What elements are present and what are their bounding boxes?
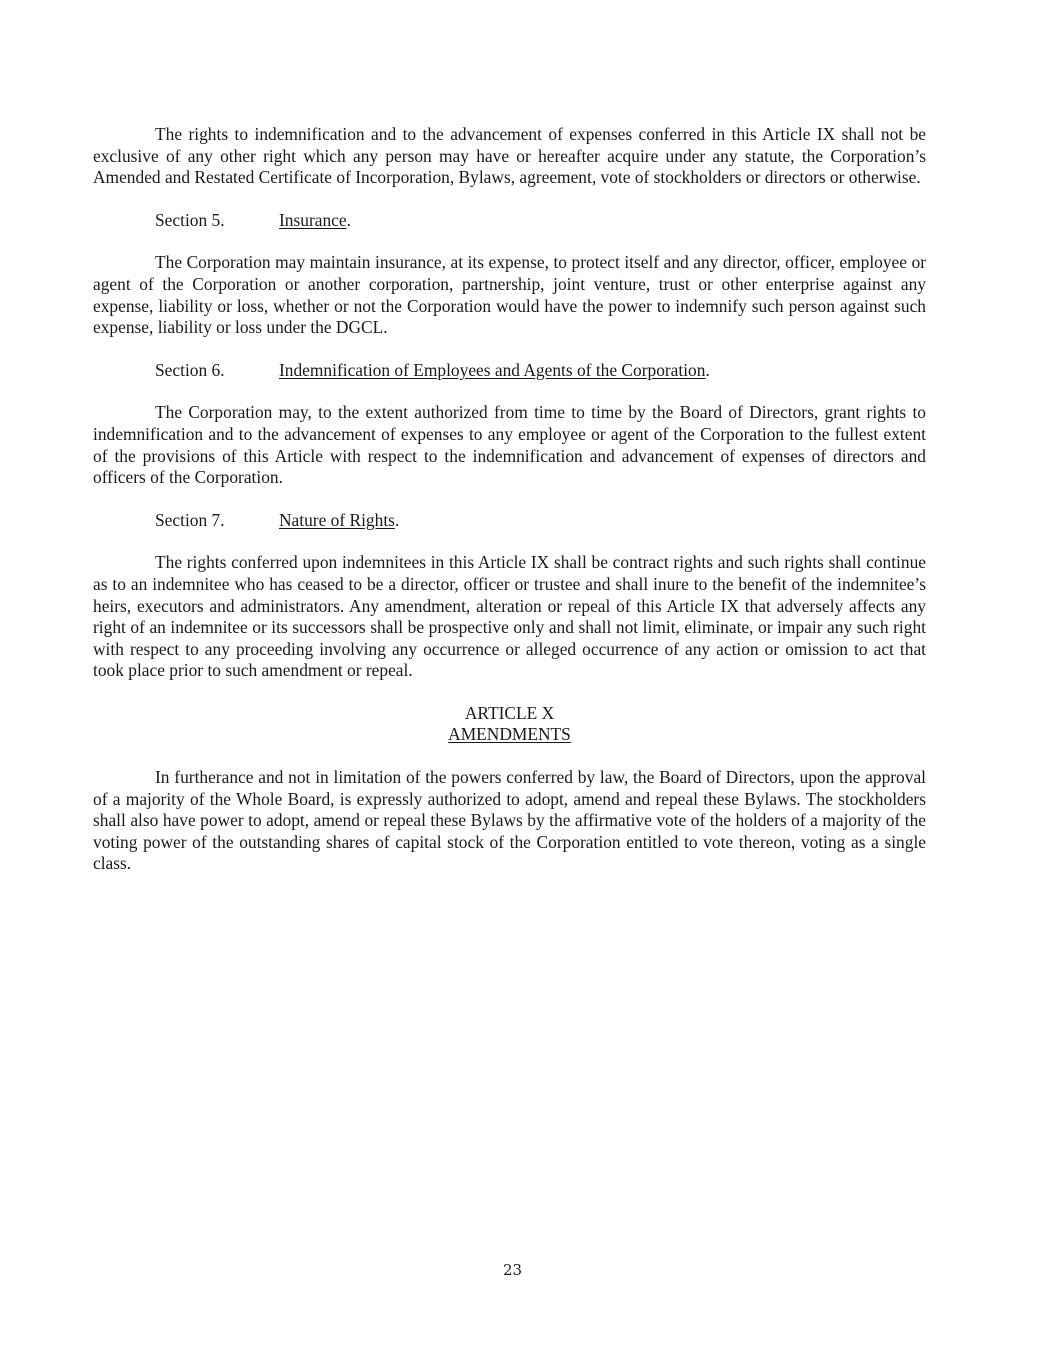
paragraph-rights-not-exclusive: The rights to indemnification and to the advancement of expenses conferred in this Article IX shall not be exclusive of any other right which any person may have or hereafter acquire under any statute, the Corporation’s Amended and Restated Certificate of Incorporation, Bylaws, agreement, vote of stockholders or directors or otherwise. [93,124,926,188]
section-number: Section 6. [155,359,225,380]
section-title: Insurance [279,209,347,230]
section-title: Indemnification of Employees and Agents of the Corporation [279,359,706,380]
section-6-heading [93,360,926,382]
section-7-heading [93,510,926,532]
section-title-punct: . [394,509,400,530]
article-heading [93,703,926,746]
section-title: Nature of Rights [279,509,395,530]
section-title-punct: . [705,359,710,380]
article-title: AMENDMENTS [448,724,571,745]
paragraph-nature-of-rights: The rights conferred upon indemnitees in this Article IX shall be contract rights and such rights shall continue as to an indemnitee who has ceased to be a director, officer or trustee and shall inure to the benefit of the indemnitee’s heirs, executors and administrators. Any amendment, alteration or repeal of this Article IX that adversely affects any right of an indemnitee or its successors shall be prospective only and shall not limit, eliminate, or impair any such right with respect to any proceeding involving any occurrence or alleged occurrence of any action or omission to act that took place prior to such amendment or repeal. [93,552,926,681]
article-number: ARTICLE X [464,702,555,723]
section-title-punct: . [346,209,351,230]
page-number: 23 [502,1261,523,1279]
section-number: Section 5. [155,209,225,230]
paragraph-amendments: In furtherance and not in limitation of the powers conferred by law, the Board of Directors, upon the approval of a majority of the Whole Board, is expressly authorized to adopt, amend and repeal these Bylaws. The stockholders shall also have power to adopt, amend or repeal these Bylaws by the affirmative vote of the holders of a majority of the voting power of the outstanding shares of capital stock of the Corporation entitled to vote thereon, voting as a single class. [93,767,926,874]
document-page [93,124,926,896]
paragraph-indemnification-employees: The Corporation may, to the extent authorized from time to time by the Board of Directors, grant rights to indemnification and to the advancement of expenses to any employee or agent of the Corporation to the fullest extent of the provisions of this Article with respect to the indemnification and advancement of expenses of directors and officers of the Corporation. [93,402,926,488]
section-5-heading [93,210,926,232]
section-number: Section 7. [155,509,225,530]
paragraph-insurance: The Corporation may maintain insurance, at its expense, to protect itself and any director, officer, employee or agent of the Corporation or another corporation, partnership, joint venture, trust or other enterprise against any expense, liability or loss, whether or not the Corporation would have the power to indemnify such person against such expense, liability or loss under the DGCL. [93,252,926,338]
